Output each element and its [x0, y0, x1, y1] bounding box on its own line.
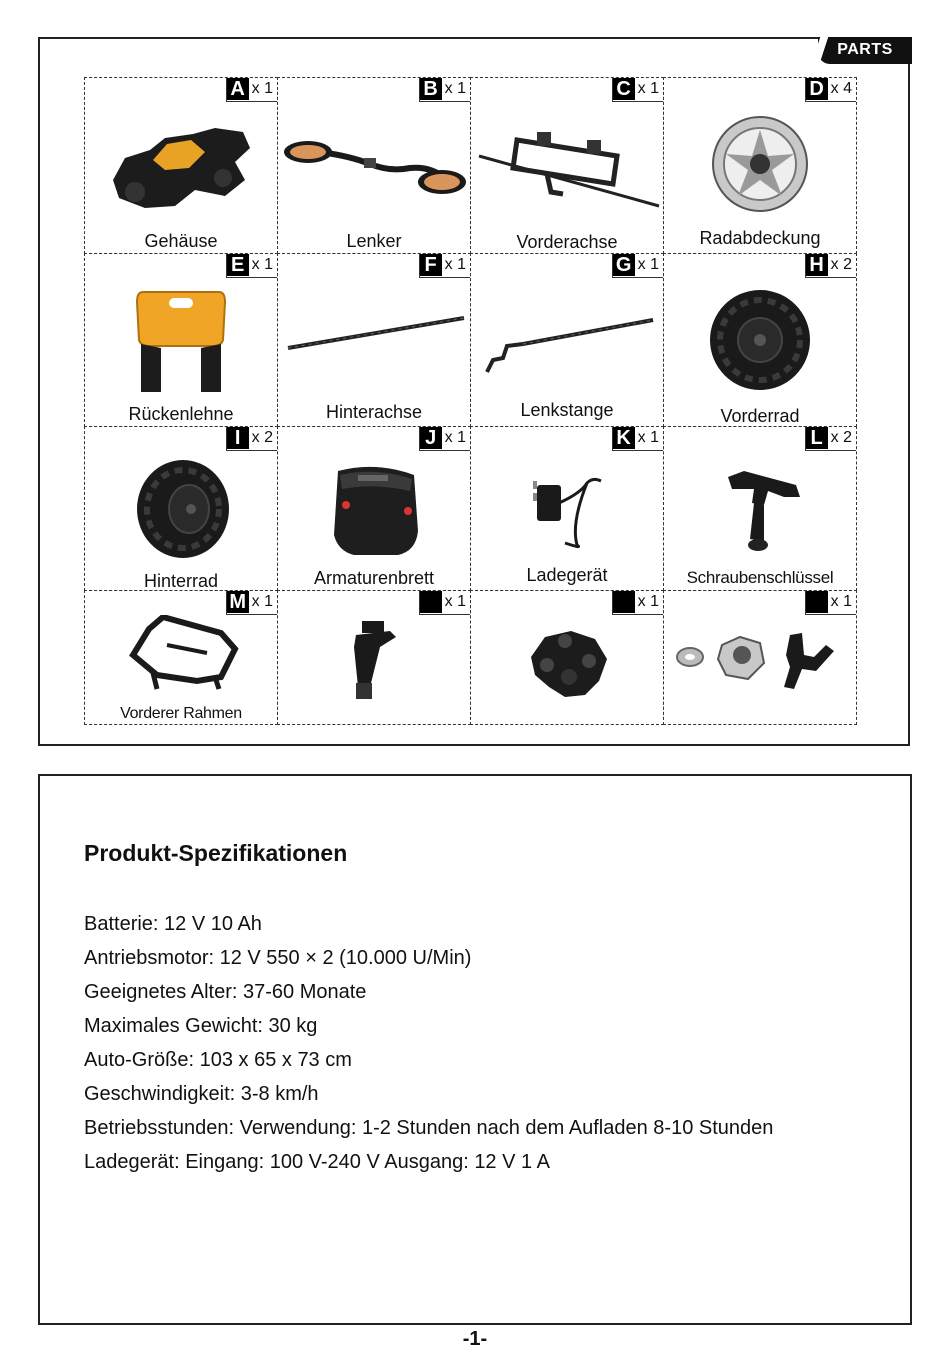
hubcap-image [710, 114, 810, 214]
part-cell-n [277, 590, 471, 725]
part-badge [612, 78, 663, 102]
part-cell-i [84, 426, 278, 591]
backrest-image [131, 288, 231, 396]
part-badge [419, 254, 470, 278]
spec-line-battery: Batterie: 12 V 10 Ah [84, 913, 262, 935]
spec-line-weight: Maximales Gewicht: 30 kg [84, 1015, 318, 1037]
part-cell-g [470, 253, 664, 427]
part-cell-l [663, 426, 857, 591]
part-name: Vorderrad [720, 406, 800, 426]
part-quantity: x 1 [444, 80, 466, 97]
spec-line-charger: Ladegerät: Eingang: 100 V-240 V Ausgang: 12 V 1 A [84, 1151, 550, 1173]
spec-line-size: Auto-Größe: 103 x 65 x 73 cm [84, 1049, 352, 1071]
parts-tab-label: PARTS [837, 41, 893, 58]
part-letter: M [227, 591, 249, 613]
part-name: Hinterachse [325, 402, 423, 422]
part-letter: E [227, 254, 249, 276]
part-badge [226, 591, 277, 615]
part-badge [226, 254, 277, 278]
part-name: Gehäuse [144, 231, 218, 251]
part-quantity: x 2 [830, 256, 852, 273]
part-cell-j [277, 426, 471, 591]
part-badge [805, 591, 856, 615]
part-letter: C [613, 78, 635, 100]
part-cell-a [84, 77, 278, 254]
part-letter: D [806, 78, 828, 100]
part-letter: I [227, 427, 249, 449]
part-name: Lenker [346, 231, 402, 251]
part-quantity: x 1 [444, 429, 466, 446]
part-letter [420, 591, 442, 613]
part-quantity: x 1 [251, 256, 273, 273]
part-cell-p [663, 590, 857, 725]
handlebar-image [280, 128, 470, 208]
part-cell-o [470, 590, 664, 725]
spec-line-age: Geeignetes Alter: 37-60 Monate [84, 981, 367, 1003]
part-quantity: x 1 [251, 593, 273, 610]
part-badge [226, 427, 277, 451]
part-cell-k [470, 426, 664, 591]
part-cell-d [663, 77, 857, 254]
part-quantity: x 1 [637, 256, 659, 273]
part-badge [612, 254, 663, 278]
part-letter [613, 591, 635, 613]
charger-image [531, 473, 611, 553]
part-badge [612, 427, 663, 451]
wrench-image [724, 467, 804, 557]
part-quantity: x 2 [830, 429, 852, 446]
part-cell-m [84, 590, 278, 725]
spec-line-speed: Geschwindigkeit: 3-8 km/h [84, 1083, 319, 1105]
part-badge [419, 427, 470, 451]
part-badge [805, 254, 856, 278]
part-quantity: x 4 [830, 80, 852, 97]
dashboard-image [328, 461, 424, 559]
part-cell-b [277, 77, 471, 254]
spec-line-operating-hours: Betriebsstunden: Verwendung: 1-2 Stunden nach dem Aufladen 8-10 Stunden [84, 1117, 774, 1139]
steering-rod-image [483, 316, 659, 376]
parts-grid [84, 77, 857, 725]
part-letter [806, 591, 828, 613]
part-badge [805, 78, 856, 102]
connector-part-image [344, 617, 408, 703]
part-name: Lenkstange [520, 400, 614, 420]
part-quantity: x 1 [444, 256, 466, 273]
part-badge [612, 591, 663, 615]
part-quantity: x 1 [251, 80, 273, 97]
part-cell-f [277, 253, 471, 427]
part-name: Ladegerät [526, 565, 608, 585]
part-cell-h [663, 253, 857, 427]
part-letter: F [420, 254, 442, 276]
part-badge [419, 78, 470, 102]
part-letter: G [613, 254, 635, 276]
part-name: Rückenlehne [128, 404, 234, 424]
hardware-set-image [674, 631, 850, 695]
body-shell-image [105, 118, 255, 218]
part-name: Vorderer Rahmen [120, 705, 242, 722]
part-quantity: x 1 [444, 593, 466, 610]
rear-axle-image [284, 314, 468, 354]
rear-wheel-image [135, 459, 231, 559]
parts-tab [818, 37, 912, 64]
gearbox-part-image [525, 621, 611, 701]
specifications-title: Produkt-Spezifikationen [84, 840, 348, 866]
part-quantity: x 1 [830, 593, 852, 610]
part-quantity: x 1 [637, 80, 659, 97]
front-wheel-image [708, 288, 812, 392]
part-badge [419, 591, 470, 615]
page-number: -1- [462, 1328, 488, 1350]
part-name: Hinterrad [143, 571, 219, 591]
part-cell-c [470, 77, 664, 254]
part-quantity: x 1 [637, 593, 659, 610]
part-letter: B [420, 78, 442, 100]
part-name: Schraubenschlüssel [686, 568, 834, 587]
front-frame-image [127, 615, 239, 691]
front-axle-image [477, 122, 661, 212]
part-letter: H [806, 254, 828, 276]
part-letter: K [613, 427, 635, 449]
part-name: Vorderachse [516, 232, 618, 252]
part-quantity: x 1 [637, 429, 659, 446]
part-badge [805, 427, 856, 451]
part-quantity: x 2 [251, 429, 273, 446]
part-letter: A [227, 78, 249, 100]
spec-line-motor: Antriebsmotor: 12 V 550 × 2 (10.000 U/Min) [84, 947, 472, 969]
part-letter: J [420, 427, 442, 449]
part-name: Armaturenbrett [313, 568, 435, 588]
part-cell-e [84, 253, 278, 427]
part-name: Radabdeckung [699, 228, 821, 248]
part-letter: L [806, 427, 828, 449]
part-badge [226, 78, 277, 102]
